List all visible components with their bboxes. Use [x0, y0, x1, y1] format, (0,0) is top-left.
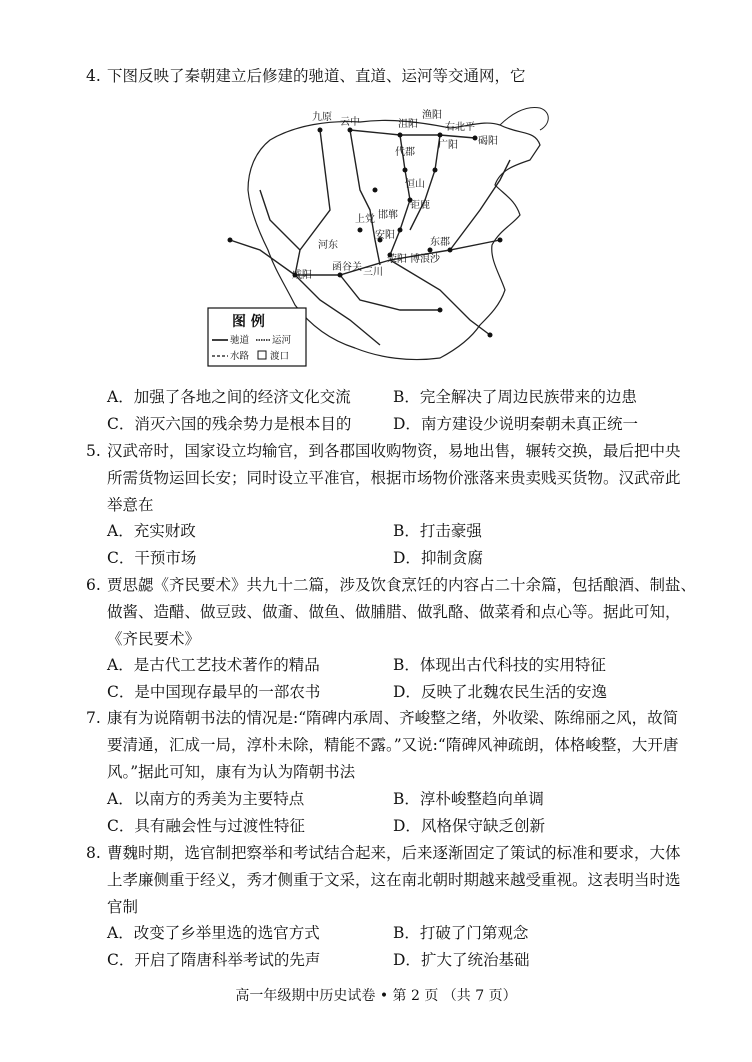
q6-stem-line-1: 贾思勰《齐民要术》共九十二篇，涉及饮食烹饪的内容占二十余篇，包括酿酒、制盐、: [107, 576, 697, 594]
q4-option-a-text: 加强了各地之间的经济文化交流: [133, 388, 351, 406]
q8-stem-line-3: 官制: [107, 898, 139, 916]
q6-stem-line-3: 《齐民要术》: [107, 630, 201, 648]
q8-stem-line-1: 曹魏时期，选官制把察举和考试结合起来，后来逐渐固定了策试的标准和要求，大体: [107, 844, 681, 862]
q8-option-d-text: 扩大了统治基础: [420, 951, 530, 969]
q6-option-d-text: 反映了北魏农民生活的安逸: [420, 683, 607, 701]
q7-option-b-text: 淳朴峻整趋向单调: [419, 790, 544, 808]
q6-option-c-text: 是中国现存最早的一部农书: [134, 683, 321, 701]
place-xingyang: 荥阳: [387, 254, 407, 265]
q7-option-a-letter: A．: [107, 790, 134, 808]
place-hengshan: 恒山: [405, 179, 425, 190]
q8-option-c-text: 开启了隋唐科举考试的先声: [134, 951, 321, 969]
map-svg: [200, 100, 560, 370]
q8-option-a: [107, 923, 320, 943]
qin-transport-map: [200, 100, 560, 370]
q7-option-b: [393, 789, 544, 809]
coast-north: [500, 107, 548, 130]
q7-stem-line-1: 康有为说隋朝书法的情况是:“隋碑内承周、齐峻整之绪，外收梁、陈绵丽之风，故简: [107, 709, 679, 727]
place-handan: 邯郸: [378, 210, 398, 221]
q8-option-d-letter: D．: [393, 951, 421, 969]
q6-option-c-letter: C．: [107, 683, 135, 701]
q8-option-a-text: 改变了乡举里选的选官方式: [133, 924, 320, 942]
place-xianyang: 咸阳: [292, 270, 312, 281]
q8-number: 8.: [86, 844, 101, 862]
q4-option-c-text: 消灭六国的残余势力是根本目的: [134, 415, 352, 433]
q8-option-c: [107, 950, 320, 970]
q5-stem-line-2: 所需货物运回长安；同时设立平准官，根据市场物价涨落来贵卖贱买货物。汉武帝此: [107, 469, 681, 487]
q4-option-d-text: 南方建设少说明秦朝未真正统一: [420, 415, 638, 433]
q5-option-d-text: 抑制贪腐: [420, 549, 483, 567]
q6-option-b: [393, 655, 606, 675]
q7-option-a: [107, 789, 304, 809]
q7-option-d-text: 风格保守缺乏创新: [420, 817, 545, 835]
place-bolangsha: 博浪沙: [410, 254, 440, 265]
q8-option-a-letter: A．: [107, 924, 134, 942]
q8-option-c-letter: C．: [107, 951, 135, 969]
place-daijun: 代郡: [395, 147, 415, 158]
q6-stem-line-2: 做酱、造醋、做豆豉、做齑、做鱼、做脯腊、做乳酪、做菜肴和点心等。据此可知，: [107, 603, 681, 621]
q5-option-a-letter: A．: [107, 522, 134, 540]
q7-option-b-letter: B．: [393, 790, 420, 808]
legend-shuilu: 水路: [230, 351, 250, 362]
place-hanguguan: 函谷关: [332, 262, 362, 273]
q5-option-a-text: 充实财政: [133, 522, 196, 540]
q4-option-d: [393, 414, 638, 434]
q7-stem-line-3: 风。”据此可知，康有为认为隋朝书法: [107, 763, 356, 781]
q8-option-d: [393, 950, 529, 970]
map-legend: [208, 308, 306, 366]
q6-option-a: [107, 655, 320, 675]
place-shangdang: 上党: [355, 214, 375, 225]
q7-option-c-letter: C．: [107, 817, 135, 835]
q6-option-d-letter: D．: [393, 683, 421, 701]
q5-option-a: [107, 521, 196, 541]
place-sanchuan: 三川: [363, 267, 383, 278]
q4-option-b-letter: B．: [393, 388, 420, 406]
q5-stem-line-1: 汉武帝时，国家设立均输官，到各郡国收购物资，易地出售，辗转交换，最后把中央: [107, 442, 681, 460]
q5-option-c-text: 干预市场: [134, 549, 197, 567]
q5-option-b: [393, 521, 482, 541]
q5-option-d: [393, 548, 483, 568]
q5-option-c-letter: C．: [107, 549, 135, 567]
legend-yunhe: 运河: [272, 335, 292, 346]
q6-option-b-text: 体现出古代科技的实用特征: [419, 656, 606, 674]
q4-option-b: [393, 387, 637, 407]
q5-number: 5.: [86, 442, 101, 460]
legend-dukou: 渡口: [270, 351, 290, 362]
q4-option-c-letter: C．: [107, 415, 135, 433]
q8-option-b-text: 打破了门第观念: [419, 924, 529, 942]
legend-chidao: 驰道: [230, 335, 250, 346]
q7-option-c-text: 具有融会性与过渡性特征: [134, 817, 305, 835]
q7-option-a-text: 以南方的秀美为主要特点: [133, 790, 305, 808]
q6-option-a-letter: A．: [107, 656, 134, 674]
q8-option-b-letter: B．: [393, 924, 420, 942]
q7-option-c: [107, 816, 305, 836]
q5-option-d-letter: D．: [393, 549, 421, 567]
place-jieyang: 碣阳: [478, 136, 498, 147]
q6-option-a-text: 是古代工艺技术著作的精品: [133, 656, 320, 674]
place-anyang: 安阳: [375, 230, 395, 241]
q6-option-c: [107, 682, 320, 702]
q5-option-b-text: 打击豪强: [419, 522, 482, 540]
place-hedong: 河东: [318, 240, 338, 251]
city-dots: [228, 128, 503, 338]
q5-option-b-letter: B．: [393, 522, 420, 540]
q7-stem-line-2: 要清通，汇成一局，淳朴未除，精能不露。”又说:“隋碑风神疏朗，体格峻整，大开唐: [107, 736, 679, 754]
q4-option-b-text: 完全解决了周边民族带来的边患: [419, 388, 637, 406]
q4-number: 4.: [86, 67, 101, 85]
q7-option-d-letter: D．: [393, 817, 421, 835]
q4-option-d-letter: D．: [393, 415, 421, 433]
place-guangyang: 广阳: [438, 140, 458, 151]
place-jiuyuan: 九原: [312, 112, 332, 123]
q6-number: 6.: [86, 576, 101, 594]
q4-option-a-letter: A．: [107, 388, 134, 406]
legend-title: 图 例: [232, 314, 265, 330]
q7-number: 7.: [86, 709, 101, 727]
place-yunzhong: 云中: [340, 117, 360, 128]
q6-option-b-letter: B．: [393, 656, 420, 674]
q8-option-b: [393, 923, 528, 943]
q8-stem-line-2: 上孝廉侧重于经义，秀才侧重于文采，这在南北朝时期越来越受重视。这表明当时选: [107, 871, 681, 889]
q5-option-c: [107, 548, 196, 568]
q4-stem-line-1: 下图反映了秦朝建立后修建的驰道、直道、运河等交通网，它: [107, 67, 526, 85]
q7-option-d: [393, 816, 545, 836]
q6-option-d: [393, 682, 607, 702]
q5-stem-line-3: 举意在: [107, 496, 154, 514]
place-yuyang: 渔阳: [422, 110, 442, 121]
place-juyang: 沮阳: [398, 119, 418, 130]
place-youbeiping: 右北平: [445, 122, 475, 133]
page-footer: 高一年级期中历史试卷 • 第 2 页 （共 7 页）: [235, 988, 517, 1004]
q4-option-a: [107, 387, 351, 407]
place-dongjun: 东郡: [430, 237, 450, 248]
place-julu: 钜鹿: [410, 200, 430, 211]
q4-option-c: [107, 414, 351, 434]
